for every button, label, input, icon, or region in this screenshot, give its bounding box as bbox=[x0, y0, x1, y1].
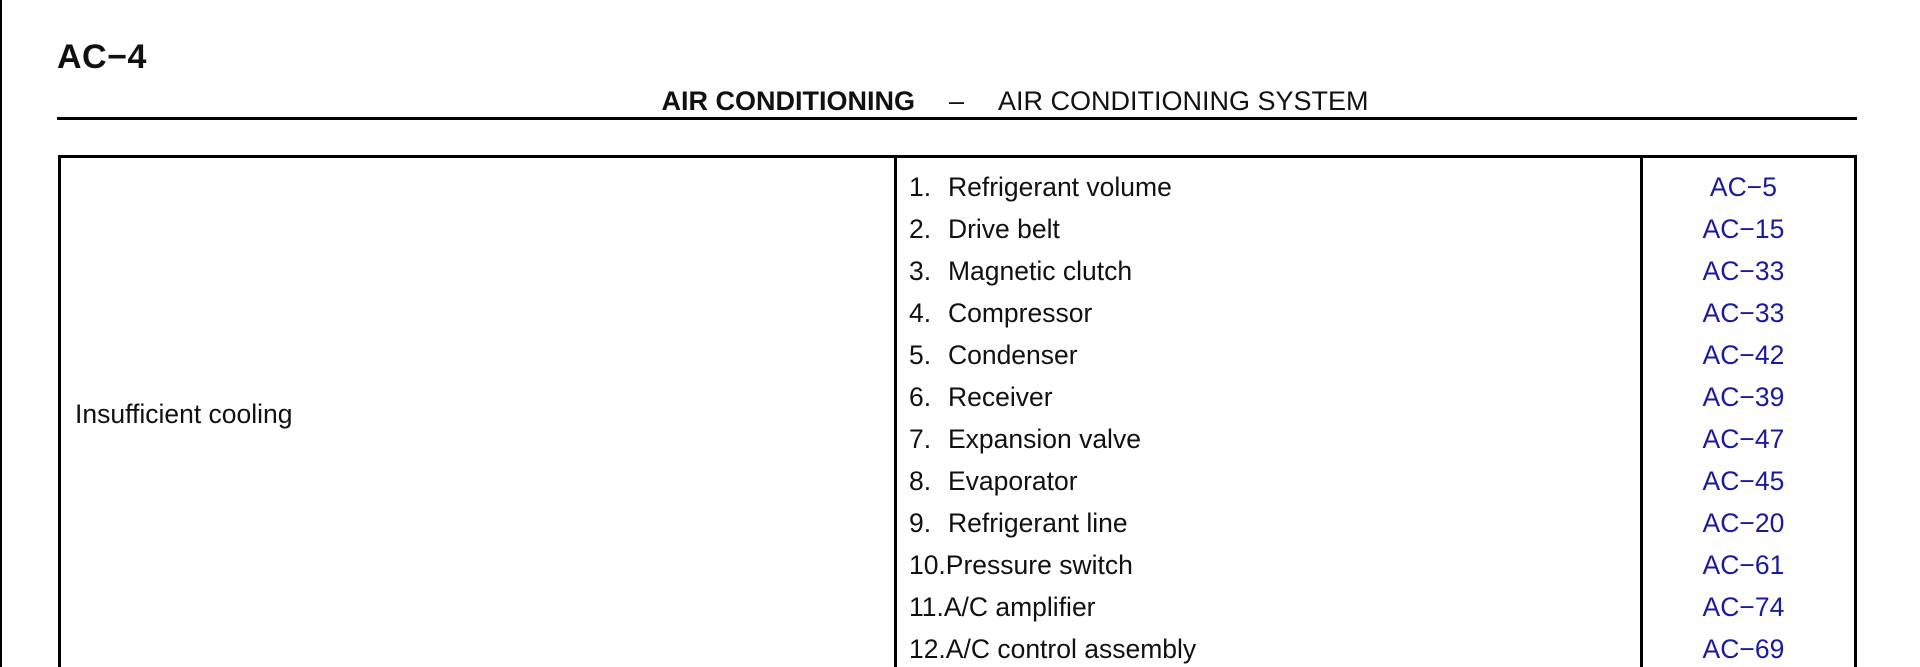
reference-page-link[interactable]: AC−39 bbox=[1702, 382, 1785, 412]
item-number: 11. bbox=[908, 592, 944, 622]
item-number: 2. bbox=[908, 214, 932, 244]
reference-pages-cell bbox=[1641, 157, 1855, 667]
list-item bbox=[897, 628, 1640, 667]
reference-page-link[interactable]: AC−20 bbox=[1702, 508, 1785, 538]
list-item bbox=[897, 250, 1640, 292]
list-item bbox=[897, 376, 1640, 418]
list-item bbox=[897, 586, 1640, 628]
symptom-cell bbox=[60, 157, 896, 667]
reference-page-link[interactable]: AC−33 bbox=[1702, 256, 1785, 286]
list-item bbox=[897, 292, 1640, 334]
suspect-part-name: Pressure switch bbox=[945, 550, 1133, 580]
suspect-parts-cell bbox=[895, 157, 1641, 667]
item-number: 10. bbox=[908, 550, 946, 580]
item-number: 8. bbox=[908, 466, 932, 496]
reference-page-link[interactable]: AC−61 bbox=[1702, 550, 1785, 580]
reference-page-link[interactable]: AC−33 bbox=[1702, 298, 1785, 328]
list-item bbox=[897, 208, 1640, 250]
suspect-part-name: Refrigerant volume bbox=[947, 172, 1172, 202]
suspect-part-name: Drive belt bbox=[947, 214, 1060, 244]
reference-pages-list bbox=[1643, 158, 1854, 667]
suspect-part-name: A/C amplifier bbox=[943, 592, 1096, 622]
section-title: AIR CONDITIONING bbox=[661, 86, 915, 116]
header-rule bbox=[57, 117, 1857, 120]
list-item bbox=[897, 418, 1640, 460]
section-header bbox=[0, 86, 1920, 117]
item-number: 4. bbox=[908, 298, 932, 328]
suspect-part-name: Magnetic clutch bbox=[947, 256, 1133, 286]
list-item bbox=[897, 166, 1640, 208]
item-number: 6. bbox=[908, 382, 932, 412]
item-number: 3. bbox=[908, 256, 932, 286]
page-code: AC−4 bbox=[57, 38, 147, 76]
suspect-part-name: Refrigerant line bbox=[947, 508, 1128, 538]
item-number: 9. bbox=[908, 508, 932, 538]
list-item bbox=[897, 460, 1640, 502]
item-number: 5. bbox=[908, 340, 932, 370]
suspect-parts-list bbox=[897, 158, 1640, 667]
reference-page-link[interactable]: AC−45 bbox=[1702, 466, 1785, 496]
symptom-text: Insufficient cooling bbox=[75, 398, 293, 429]
suspect-part-name: Expansion valve bbox=[947, 424, 1141, 454]
reference-page-link[interactable]: AC−69 bbox=[1702, 634, 1785, 664]
problem-symptoms-table bbox=[58, 155, 1857, 667]
item-number: 1. bbox=[908, 172, 932, 202]
table-row bbox=[60, 157, 1856, 667]
item-number: 7. bbox=[908, 424, 932, 454]
section-separator: – bbox=[948, 86, 964, 116]
suspect-part-name: Compressor bbox=[947, 298, 1093, 328]
suspect-part-name: Evaporator bbox=[947, 466, 1078, 496]
reference-page-link[interactable]: AC−15 bbox=[1702, 214, 1785, 244]
suspect-part-name: Receiver bbox=[947, 382, 1053, 412]
reference-page-link[interactable]: AC−47 bbox=[1702, 424, 1785, 454]
list-item bbox=[897, 502, 1640, 544]
reference-page-link[interactable]: AC−42 bbox=[1702, 340, 1785, 370]
reference-page-link[interactable]: AC−74 bbox=[1702, 592, 1785, 622]
suspect-part-name: Condenser bbox=[947, 340, 1078, 370]
list-item bbox=[897, 334, 1640, 376]
list-item bbox=[897, 544, 1640, 586]
item-number: 12. bbox=[908, 634, 946, 664]
section-subtitle: AIR CONDITIONING SYSTEM bbox=[998, 86, 1369, 116]
reference-page-link[interactable]: AC−5 bbox=[1709, 172, 1777, 202]
suspect-part-name: A/C control assembly bbox=[945, 634, 1197, 664]
